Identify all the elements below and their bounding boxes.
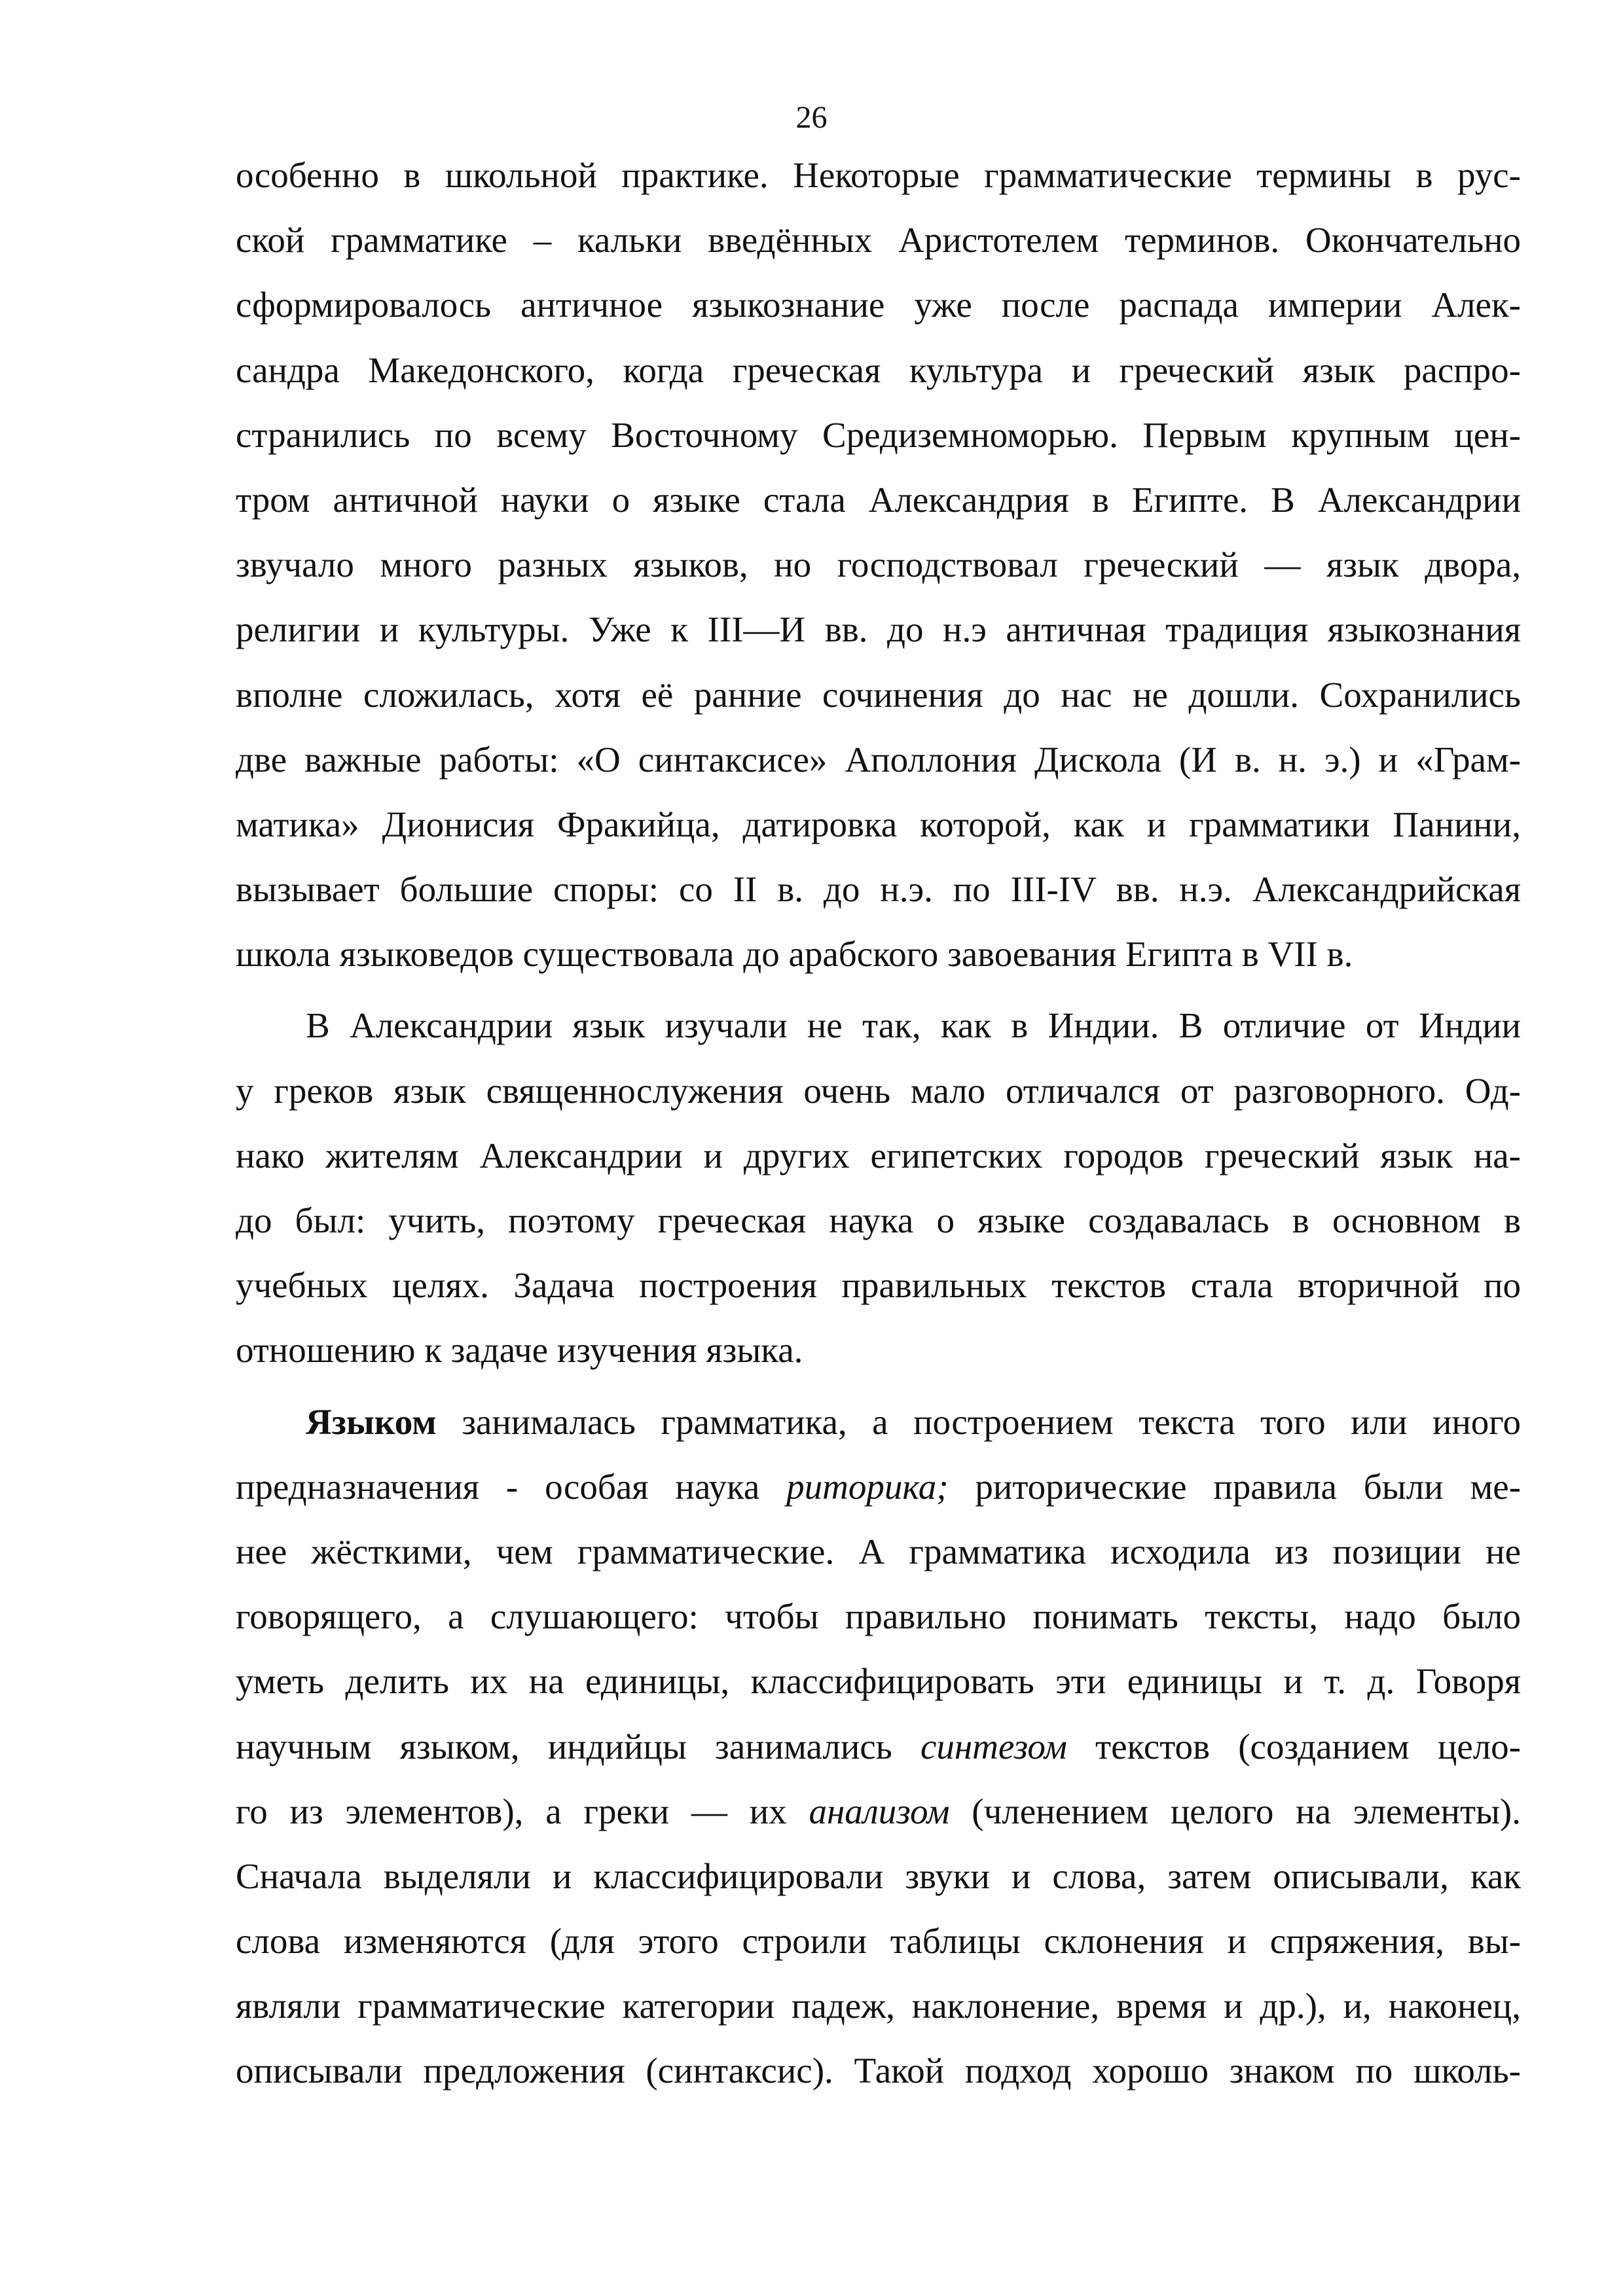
text-line: учебных целях. Задача построения правильных текстов стала вторичной по <box>236 1265 1521 1306</box>
text-line: школа языковедов существовала до арабского завоевания Египта в VII в. <box>236 934 1353 975</box>
text-run: предназначения - особая наука <box>236 1466 787 1507</box>
text-line: уметь делить их на единицы, классифицировать эти единицы и т. д. Говоря <box>236 1661 1521 1702</box>
text-line: нако жителям Александрии и других египетских городов греческий язык на- <box>236 1135 1521 1175</box>
text-run: го из элементов), а греки — их <box>236 1791 809 1831</box>
text-line <box>236 1454 1521 1519</box>
paragraph-1 <box>236 143 1521 986</box>
text-line <box>236 1714 1521 1779</box>
text-line: описывали предложения (синтаксис). Такой подход хорошо знаком по школь- <box>236 2051 1521 2091</box>
paragraph-2 <box>236 993 1521 1382</box>
text-run: текстов (созданием цело- <box>1067 1726 1521 1767</box>
text-run: риторические правила были ме- <box>948 1466 1521 1507</box>
text-line: тром античной науки о языке стала Александрия в Египте. В Александрии <box>236 479 1521 520</box>
paragraph-3 <box>236 1390 1521 2104</box>
text-line <box>236 1779 1521 1844</box>
text-line: звучало много разных языков, но господствовал греческий — язык двора, <box>236 545 1521 585</box>
text-run: (членением целого на элементы). <box>949 1791 1521 1831</box>
page-number: 26 <box>795 100 828 135</box>
bold-term: Языком <box>306 1401 437 1442</box>
text-line: В Александрии язык изучали не так, как в Индии. В отличие от Индии <box>306 1005 1521 1046</box>
text-line: слова изменяются (для этого строили таблицы склонения и спряжения, вы- <box>236 1921 1521 1962</box>
text-line: вполне сложилась, хотя её ранние сочинения до нас не дошли. Сохранились <box>236 674 1521 715</box>
text-line: вызывает большие споры: со II в. до н.э. по III-IV вв. н.э. Александрийская <box>236 869 1521 910</box>
text-line: странились по всему Восточному Средиземноморью. Первым крупным цен- <box>236 414 1521 455</box>
text-line: сформировалось античное языкознание уже после распада империи Алек- <box>236 285 1521 325</box>
text-line: до был: учить, поэтому греческая наука о языке создавалась в основном в <box>236 1200 1521 1240</box>
text-line: особенно в школьной практике. Некоторые грамматические термины в рус- <box>236 155 1521 195</box>
text-line: религии и культуры. Уже к III—И вв. до н.э античная традиция языкознания <box>236 609 1521 650</box>
page-body <box>236 143 1521 2104</box>
italic-term: риторика; <box>786 1466 949 1507</box>
text-line: сандра Македонского, когда греческая культура и греческий язык распро- <box>236 350 1521 390</box>
text-line: ской грамматике – кальки введённых Аристотелем терминов. Окончательно <box>236 220 1521 260</box>
text-line: отношению к задаче изучения языка. <box>236 1330 803 1371</box>
text-line: Сначала выделяли и классифицировали звуки и слова, затем описывали, как <box>236 1856 1521 1896</box>
italic-term: синтезом <box>920 1726 1067 1767</box>
text-line: у греков язык священнослужения очень мало отличался от разговорного. Од- <box>236 1070 1521 1111</box>
text-line: нее жёсткими, чем грамматические. А грамматика исходила из позиции не <box>236 1531 1521 1571</box>
text-line: говорящего, а слушающего: чтобы правильно понимать тексты, надо было <box>236 1596 1521 1637</box>
text-run: занималась грамматика, а построением текста того или иного <box>436 1401 1521 1442</box>
italic-term: анализом <box>809 1791 950 1831</box>
text-line: матика» Дионисия Фракийца, датировка которой, как и грамматики Панини, <box>236 804 1521 844</box>
text-run: научным языком, индийцы занимались <box>236 1726 921 1767</box>
text-line: являли грамматические категории падеж, наклонение, время и др.), и, наконец, <box>236 1986 1521 2026</box>
text-line <box>236 1390 1521 1454</box>
text-line: две важные работы: «О синтаксисе» Аполлония Дискола (И в. н. э.) и «Грам- <box>236 739 1521 780</box>
